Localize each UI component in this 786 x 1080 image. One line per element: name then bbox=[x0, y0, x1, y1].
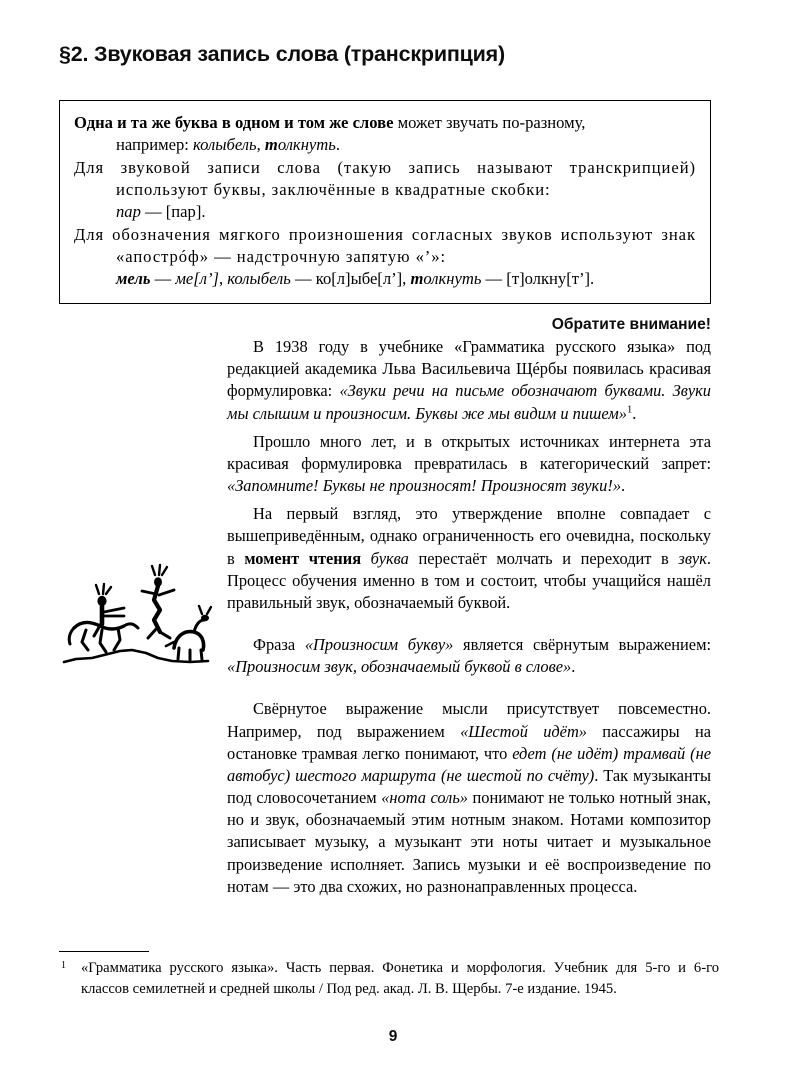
emphasis-moment-chteniya: момент чтения bbox=[244, 548, 362, 568]
emphasis-zvuk: звук bbox=[678, 548, 707, 568]
definition-line-3: Для звуковой записи слова (такую запись называют транскрипцией) используют буквы, заключённые в квадратные скобки: bbox=[74, 157, 696, 199]
cave-painting-illustration bbox=[62, 558, 222, 670]
internet-prohibition-quote: «Запомните! Буквы не произносят! Произносят звуки!» bbox=[227, 476, 622, 496]
definition-line-2-sep: , bbox=[256, 135, 265, 155]
definition-line-5: Для обозначения мягкого произношения согласных звуков используют знак «апострóф» — надстрочную запятую «’»: bbox=[74, 224, 696, 266]
phrase-nota-sol: «нота соль» bbox=[381, 788, 468, 808]
paragraph-2-text-b: . bbox=[621, 476, 626, 496]
definition-example-t-2: т bbox=[410, 269, 424, 289]
definition-example-par: пар bbox=[116, 202, 141, 222]
paragraph-4-text-b: является свёрнутым выражением: bbox=[453, 635, 712, 655]
definition-line-4-dash: — bbox=[140, 202, 166, 222]
body-text-column bbox=[227, 316, 711, 898]
phrase-shestoy-idet: «Шестой идёт» bbox=[460, 721, 587, 741]
definition-line-1-lead: Одна и та же буква в одном и том же слове bbox=[74, 113, 394, 132]
page-number: 9 bbox=[388, 1028, 398, 1045]
definition-line-1-rest: может звучать по-разному, bbox=[393, 113, 586, 132]
phrase-proiznosim-zvuk: «Произносим звук, обозначаемый буквой в слове» bbox=[227, 657, 572, 677]
paragraph-1 bbox=[227, 336, 711, 425]
shcherba-quote: «Звуки речи на письме обозначают буквами. Звуки мы слышим и произносим. Буквы же мы видим и пишем» bbox=[227, 381, 711, 423]
footnote-text: «Грамматика русского языка». Часть первая. Фонетика и морфология. Учебник для 5-го и 6-го классов семилетней и средней школы / Под ред. акад. Л. В. Щербы. 7-е издание. 1945. bbox=[81, 960, 719, 997]
paragraph-1-text-a: В 1938 году в учебнике «Грамматика русского языка» под редакцией академика Льва Васильевича Щéрбы появилась красивая формулировка: bbox=[227, 337, 711, 401]
paragraph-3-text-a: На первый взгляд, это утверждение вполне совпадает с вышеприведённым, однако ограниченность его очевидна, поскольку в bbox=[227, 504, 711, 568]
definition-example-mel: мель bbox=[116, 269, 151, 289]
definition-line-4 bbox=[74, 201, 696, 223]
definition-transcription-mel: ме[л’] bbox=[175, 269, 219, 289]
definition-box bbox=[59, 100, 711, 304]
definition-line-6 bbox=[74, 268, 696, 290]
paragraph-2-text-a: Прошло много лет, и в открытых источниках интернета эта красивая формулировка превратилась в категорический запрет: bbox=[227, 431, 711, 473]
footnote-marker: 1 bbox=[61, 960, 66, 971]
footnote-separator bbox=[59, 951, 149, 952]
definition-line-6-d1: — bbox=[150, 269, 176, 289]
paragraph-4-text-c: . bbox=[571, 657, 576, 677]
paragraph-5 bbox=[227, 698, 711, 898]
paragraph-3-text-b: перестаёт молчать и переходит в bbox=[408, 548, 679, 568]
definition-transcription-tolknut: — [т]олкну[т’]. bbox=[481, 269, 595, 289]
definition-line-2 bbox=[74, 134, 696, 156]
paragraph-5-text-a: Свёрнутое выражение мысли присутствует повсеместно. Например, под выражением bbox=[227, 699, 711, 741]
phrase-tramvay-explanation: едет (не идёт) трамвай (не автобус) шестого маршрута (не шестой по счёту) bbox=[227, 743, 711, 785]
footnote-reference[interactable]: 1 bbox=[626, 404, 633, 416]
definition-example-kolybel: колыбель bbox=[193, 135, 257, 155]
paragraph-3-space bbox=[361, 549, 371, 568]
paragraph-5-text-d: понимают не только нотный знак, но и звук, обозначаемый этим нотным знаком. Нотами композитор записывает музыку, а музыкант эти ноты читает и музыкальное произведение исполняет. Запись музыки и её воспроизведение по нотам — это два схожих, но разнонаправленных процесса. bbox=[227, 788, 711, 896]
definition-example-olknut-2: олкнуть bbox=[423, 269, 482, 289]
footnote bbox=[59, 958, 719, 1000]
definition-example-kolybel-2: колыбель bbox=[227, 269, 291, 289]
definition-example-olknut: олкнуть bbox=[277, 135, 336, 155]
paragraph-5-text-c: . Так музыканты под словосочетанием bbox=[227, 765, 711, 808]
definition-line-6-sep: , bbox=[218, 269, 228, 289]
definition-transcription-kolybel: — ко[л]ыбе[л’], bbox=[290, 269, 411, 289]
paragraph-2 bbox=[227, 431, 711, 498]
page-title: §2. Звуковая запись слова (транскрипция) bbox=[59, 42, 505, 66]
paragraph-1-text-b: . bbox=[632, 403, 637, 423]
emphasis-bukva: буква bbox=[370, 548, 409, 568]
paragraph-4-text-a: Фраза bbox=[253, 635, 305, 655]
paragraph-3 bbox=[227, 503, 711, 614]
paragraph-5-text-b: пассажиры на остановке трамвая легко понимают, что bbox=[227, 721, 711, 763]
definition-transcription-par: [пар]. bbox=[165, 202, 206, 222]
definition-line-2-prefix: например: bbox=[116, 135, 194, 155]
definition-line-2-tail: . bbox=[335, 135, 340, 155]
definition-example-t: т bbox=[264, 135, 278, 155]
phrase-proiznosim-bukvu: «Произносим букву» bbox=[304, 635, 454, 655]
attention-heading: Обратите внимание! bbox=[551, 316, 711, 333]
paragraph-3-text-c: . Процесс обучения именно в том и состоит, чтобы учащийся нашёл правильный звук, обозначаемый буквой. bbox=[227, 548, 711, 612]
paragraph-4 bbox=[227, 634, 711, 678]
definition-line-1 bbox=[74, 112, 696, 134]
